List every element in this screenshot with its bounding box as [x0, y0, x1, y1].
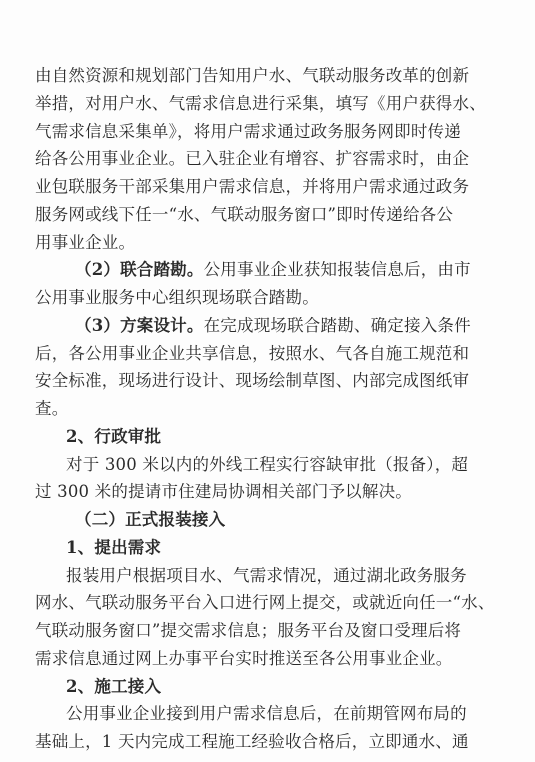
paragraph-line: 后，各公用事业企业共享信息，按照水、气各自施工规范和	[35, 344, 470, 363]
item-3-line	[75, 316, 471, 336]
paragraph-line: 过 300 米的提请市住建局协调相关部门予以解决。	[35, 482, 412, 501]
paragraph-line: 公用事业服务中心组织现场联合踏勘。	[35, 288, 319, 307]
paragraph-line: 报装用户根据项目水、气需求情况，通过湖北政务服务	[66, 566, 467, 585]
paragraph-line: 举措，对用户水、气需求信息进行采集，填写《用户获得水、	[35, 94, 486, 113]
paragraph-line: 需求信息通过网上办事平台实时推送至各公用事业企业。	[35, 649, 453, 668]
subsection-heading: 1、提出需求	[66, 538, 162, 557]
paragraph-line: 公用事业企业接到用户需求信息后，在前期管网布局的	[66, 704, 467, 723]
item-3-text: 在完成现场联合踏勘、确定接入条件	[203, 316, 471, 335]
paragraph-line: 业包联服务干部采集用户需求信息，并将用户需求通过政务	[35, 177, 470, 196]
item-2-text: 公用事业企业获知报装信息后，由市	[203, 260, 471, 279]
section-heading: 2、行政审批	[66, 427, 162, 446]
part-heading: （二）正式报装接入	[75, 510, 226, 529]
paragraph-line: 由自然资源和规划部门告知用户水、气联动服务改革的创新	[35, 66, 470, 85]
paragraph-line: 气需求信息采集单》，将用户需求通过政务服务网即时传递	[35, 122, 461, 141]
item-3-heading: （3）方案设计。	[75, 316, 204, 335]
paragraph-line: 基础上，1 天内完成工程施工经验收合格后，立即通水、通	[35, 732, 469, 751]
paragraph-line: 用事业企业。	[35, 233, 136, 252]
paragraph-line: 网水、气联动服务平台入口进行网上提交，或就近向任一“水、	[35, 593, 495, 612]
subsection-heading: 2、施工接入	[66, 677, 162, 696]
paragraph-line: 服务网或线下任一“水、气联动服务窗口”即时传递给各公	[35, 205, 454, 224]
paragraph-line: 对于 300 米以内的外线工程实行容缺审批（报备），超	[66, 455, 469, 474]
paragraph-line: 安全标准，现场进行设计、现场绘制草图、内部完成图纸审	[35, 371, 470, 390]
paragraph-line: 查。	[35, 399, 69, 418]
item-2-heading: （2）联合踏勘。	[75, 260, 204, 279]
paragraph-line: 给各公用事业企业。已入驻企业有增容、扩容需求时，由企	[35, 149, 470, 168]
paragraph-line: 气联动服务窗口”提交需求信息；服务平台及窗口受理后将	[35, 621, 462, 640]
item-2-line	[75, 260, 471, 280]
